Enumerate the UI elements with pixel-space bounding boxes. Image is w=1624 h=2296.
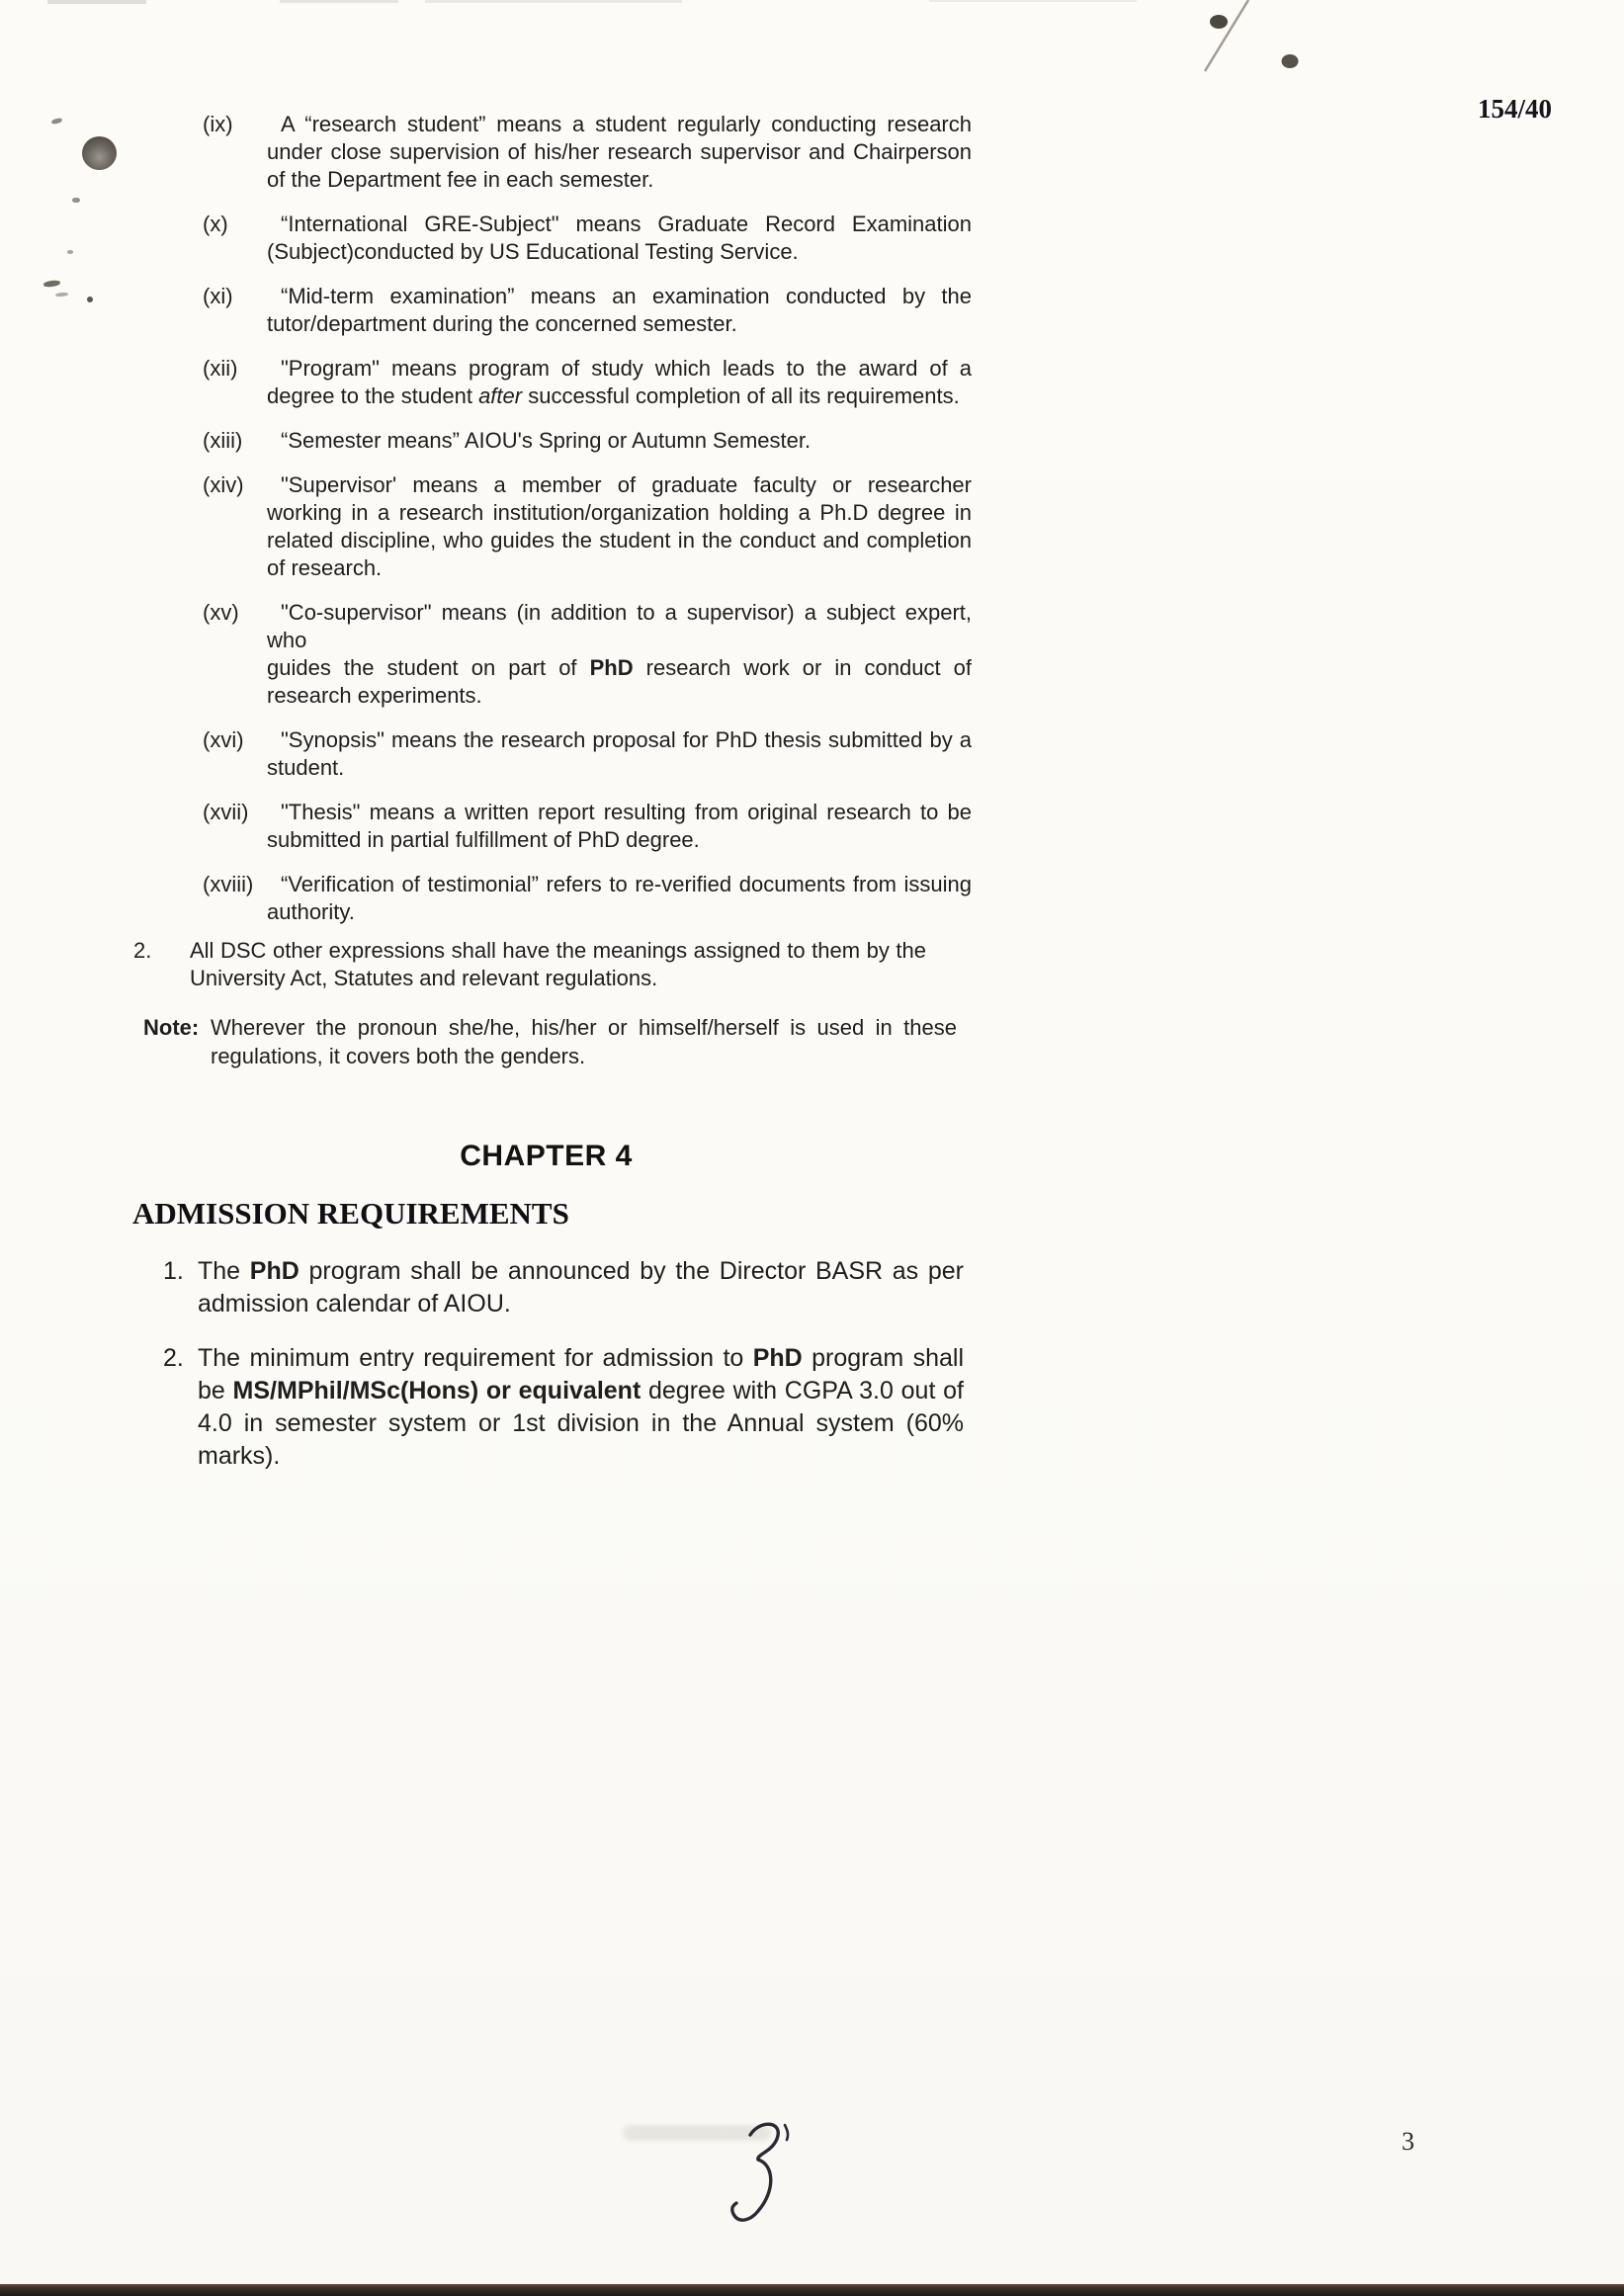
text-segment: “Mid-term examination” means an examination conducted by the tutor/department during the concerned semester. xyxy=(267,284,972,336)
definition-item-label: (xv) xyxy=(203,600,239,625)
ink-blob-artifact xyxy=(82,136,117,170)
note-label: Note: xyxy=(143,1015,200,1040)
text-segment: MS/MPhil/MSc(Hons) or equivalent xyxy=(232,1377,641,1404)
definition-item-label: (x) xyxy=(203,212,228,236)
definition-item xyxy=(203,471,972,582)
definition-item xyxy=(203,427,972,455)
definition-item-label: (xvi) xyxy=(203,727,244,752)
scan-speck xyxy=(43,280,61,288)
text-segment: successful completion of all its requirements. xyxy=(522,383,960,408)
text-segment: “Verification of testimonial” refers to re-verified documents from issuing authority. xyxy=(267,872,972,924)
definition-item-text xyxy=(267,471,972,582)
definition-item-text xyxy=(267,355,972,410)
definition-item-label: (xiii) xyxy=(203,428,243,453)
scan-bottom-edge xyxy=(0,2284,1624,2296)
text-segment: All DSC other expressions shall have the meanings assigned to them by the University Act, Statutes and relevant regulations. xyxy=(190,938,926,990)
definition-item-label: (xi) xyxy=(203,284,233,308)
scan-edge-smudge xyxy=(280,0,398,3)
text-segment: A “research student” means a student regularly conducting research under close supervision of his/her research supervisor and Chairperson of the Department fee in each semester. xyxy=(267,112,972,192)
definition-item-text xyxy=(267,799,972,854)
definition-item xyxy=(203,599,972,710)
text-segment: PhD xyxy=(752,1344,803,1372)
clause-item-text xyxy=(190,937,926,992)
definition-item-text xyxy=(267,427,972,455)
text-segment: The minimum entry requirement for admission to xyxy=(198,1344,753,1372)
text-segment: PhD xyxy=(589,655,634,680)
text-segment: "Synopsis" means the research proposal for PhD thesis submitted by a student. xyxy=(267,727,972,780)
definition-item-text xyxy=(267,871,972,926)
admission-requirements-list xyxy=(163,1255,964,1473)
definition-item-text xyxy=(267,726,972,782)
text-segment: degree with CGPA 3.0 out of 4.0 in semester system or 1st division in the Annual system (60% marks). xyxy=(198,1377,964,1470)
note xyxy=(143,1013,957,1070)
definition-item-label: (xiv) xyxy=(203,472,244,497)
text-segment: "Program" means program of study which leads to the award of a degree to the student xyxy=(267,356,972,408)
admission-item-text xyxy=(198,1255,964,1320)
scan-edge-smudge xyxy=(425,0,682,3)
definition-item-text xyxy=(267,283,972,338)
scan-scratch-artifact xyxy=(1191,0,1305,84)
handwritten-signature xyxy=(707,2115,806,2234)
text-segment: research work or in conduct of research experiments. xyxy=(267,655,972,708)
text-segment: "Supervisor' means a member of graduate faculty or researcher working in a research institution/organization holding a Ph.D degree in related discipline, who guides the student in the conduct and completion of research. xyxy=(267,472,972,580)
scan-speck xyxy=(55,292,68,297)
admission-item xyxy=(163,1342,964,1473)
text-segment: program shall be announced by the Director BASR as per admission calendar of AIOU. xyxy=(198,1257,964,1318)
clause-item xyxy=(133,937,926,992)
definition-item-label: (ix) xyxy=(203,112,233,136)
definition-item xyxy=(203,283,972,338)
text-segment: PhD xyxy=(249,1257,299,1285)
admission-item xyxy=(163,1255,964,1320)
scan-speck xyxy=(51,118,63,126)
text-segment: “International GRE-Subject" means Graduate Record Examination (Subject)conducted by US Educational Testing Service. xyxy=(267,212,972,264)
definition-item xyxy=(203,355,972,410)
clauses-list xyxy=(133,937,926,992)
text-segment: "Thesis" means a written report resulting from original research to be submitted in partial fulfillment of PhD degree. xyxy=(267,800,972,852)
scan-speck xyxy=(87,297,93,302)
page-number: 3 xyxy=(1402,2127,1414,2156)
scan-edge-smudge xyxy=(47,0,146,4)
text-segment: The xyxy=(198,1257,250,1285)
text-segment: guides the student on part of xyxy=(267,655,590,680)
text-segment: program shall be xyxy=(198,1344,964,1404)
definition-item-label: (xvii) xyxy=(203,800,249,824)
chapter-heading: CHAPTER 4 xyxy=(460,1140,633,1172)
definition-item xyxy=(203,111,972,194)
definition-item-text xyxy=(267,211,972,266)
definition-item xyxy=(203,211,972,266)
definition-item-text xyxy=(267,599,972,710)
definition-item xyxy=(203,726,972,782)
page-reference: 154/40 xyxy=(1477,94,1552,124)
admission-item-label: 1. xyxy=(163,1257,184,1285)
definition-item-label: (xviii) xyxy=(203,872,254,896)
definition-item xyxy=(203,799,972,854)
text-segment: Wherever the pronoun she/he, his/her or himself/herself is used in these regulations, it covers both the genders. xyxy=(211,1015,957,1068)
definitions-list xyxy=(203,111,972,926)
definition-item-label: (xii) xyxy=(203,356,238,381)
section-heading: ADMISSION REQUIREMENTS xyxy=(132,1196,569,1231)
scan-edge-smudge xyxy=(929,0,1137,2)
admission-item-text xyxy=(198,1342,964,1473)
definition-item xyxy=(203,871,972,926)
note-text xyxy=(211,1013,957,1070)
scan-speck xyxy=(67,250,73,254)
scan-speck xyxy=(72,198,80,203)
clause-item-label: 2. xyxy=(133,938,152,963)
text-segment: "Co-supervisor" means (in addition to a supervisor) a subject expert, who xyxy=(267,600,972,652)
definition-item-text xyxy=(267,111,972,194)
text-segment: after xyxy=(478,383,523,408)
text-segment: “Semester means” AIOU's Spring or Autumn Semester. xyxy=(281,428,812,453)
admission-item-label: 2. xyxy=(163,1344,184,1372)
